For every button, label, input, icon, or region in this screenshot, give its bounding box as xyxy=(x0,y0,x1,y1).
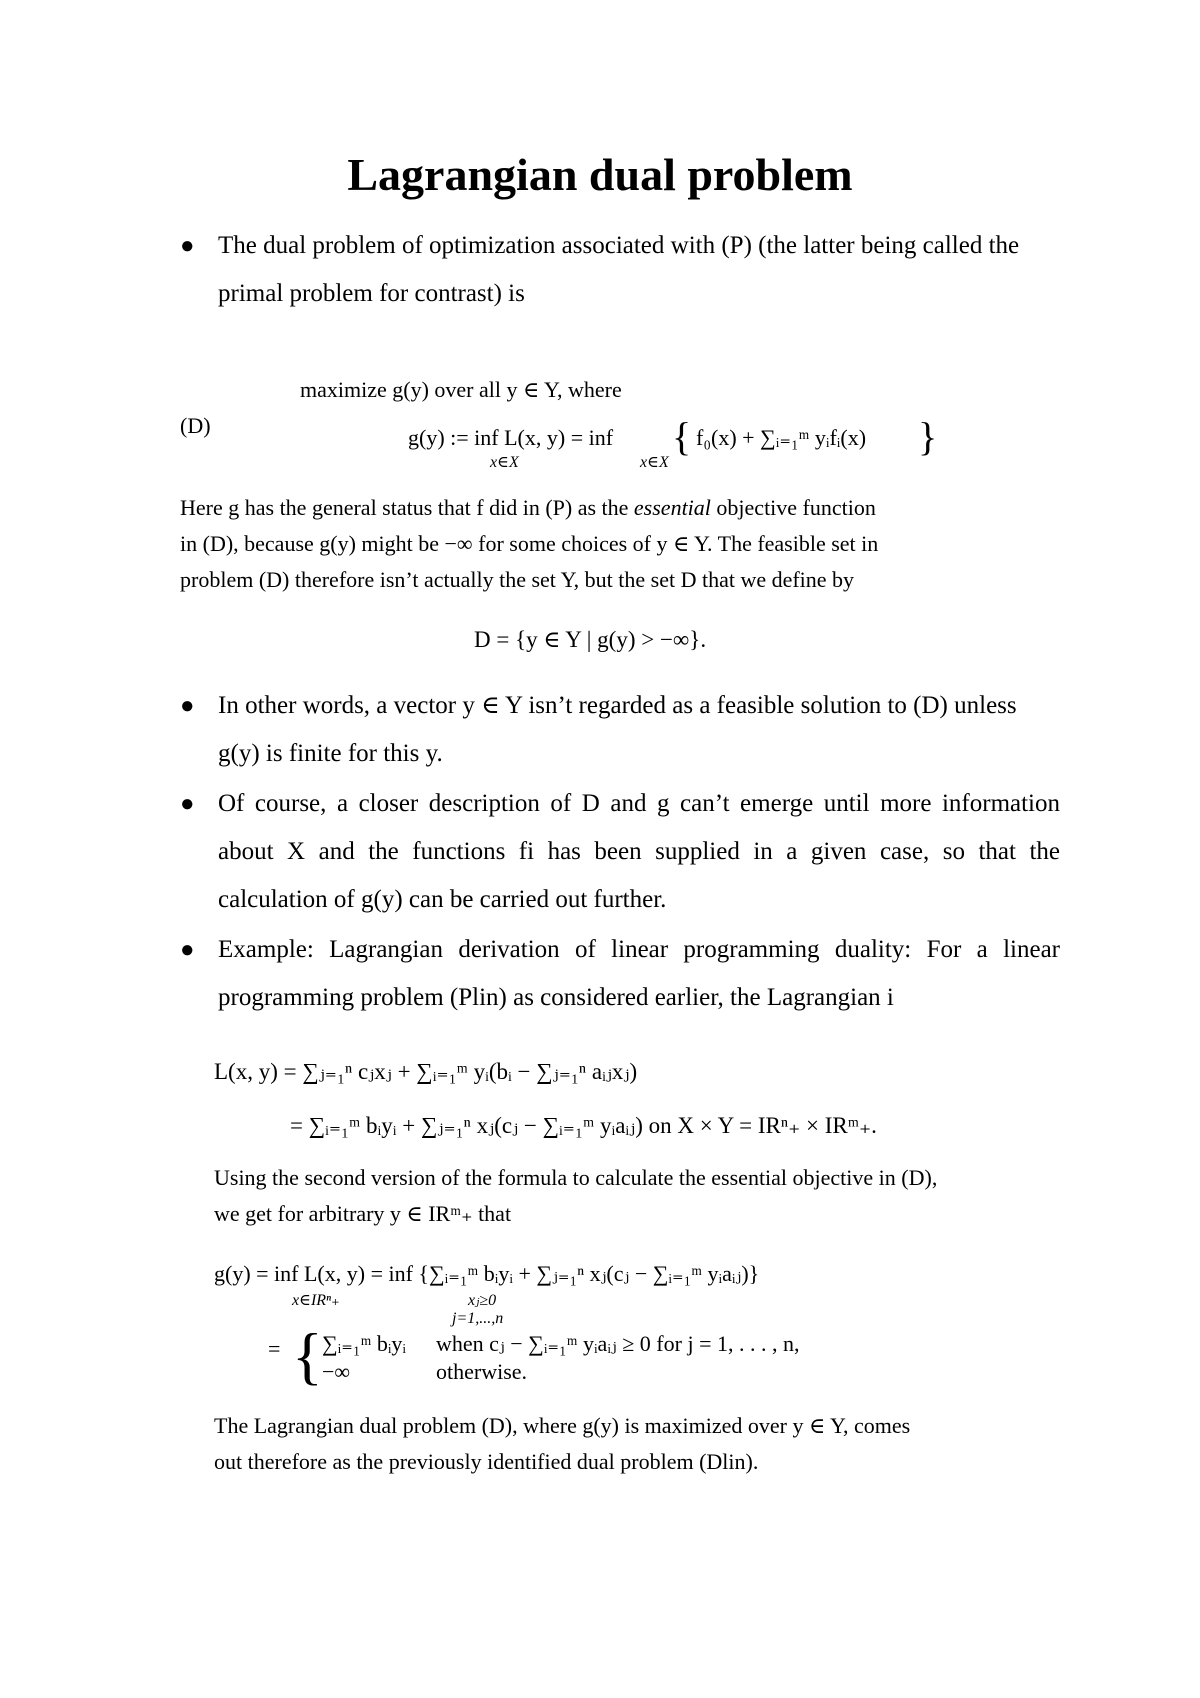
bullet-item xyxy=(180,926,1060,1026)
bullet-text: Of course, a closer description of D and g can’t emerge until more information about X and the functions fi has been supplied in a given case, so that the calculation of g(y) can be carried out further. xyxy=(218,790,1060,913)
dual-para-line-2: in (D), because g(y) might be −∞ for some choices of y ∈ Y. The feasible set in xyxy=(180,531,879,556)
bullet-icon: ● xyxy=(180,791,195,817)
page-title: Lagrangian dual problem xyxy=(347,149,853,200)
bullet-icon: ● xyxy=(180,937,195,963)
para-emphasis: essential xyxy=(633,495,711,520)
para-text: objective function xyxy=(716,495,876,520)
lp-text-line-1: Using the second version of the formula to calculate the essential objective in (D), xyxy=(214,1165,938,1190)
bullet-text: In other words, a vector y ∈ Y isn’t regarded as a feasible solution to (D) unless g(y) is finite for this y. xyxy=(218,692,1017,767)
case-2-expression: −∞ xyxy=(322,1359,351,1384)
bullet-icon: ● xyxy=(180,233,195,259)
para-text: Here g has the general status that f did in (P) as the xyxy=(180,495,629,520)
inf-subscript: j=1,...,n xyxy=(452,1310,504,1327)
right-brace-icon: } xyxy=(918,414,938,459)
inf-subscript: xⱼ≥0 xyxy=(468,1292,497,1309)
inf-subscript: x∈X xyxy=(490,454,519,471)
bullet-text: The dual problem of optimization associated with (P) (the latter being called the primal problem for contrast) is xyxy=(218,232,1020,307)
dual-line-1: maximize g(y) over all y ∈ Y, where xyxy=(300,377,622,402)
dual-para-line-3: problem (D) therefore isn’t actually the set Y, but the set D that we define by xyxy=(180,567,855,592)
left-brace-icon: { xyxy=(672,414,692,459)
bullet-item xyxy=(180,222,1060,322)
inf-subscript: x∈IRⁿ₊ xyxy=(292,1292,340,1309)
lp-final-line-1: The Lagrangian dual problem (D), where g(y) is maximized over y ∈ Y, comes xyxy=(214,1413,911,1438)
lp-final-line-2: out therefore as the previously identified dual problem (Dlin). xyxy=(214,1449,759,1474)
equals-sign: = xyxy=(268,1336,281,1361)
dual-label: (D) xyxy=(180,413,211,438)
lagrangian-line-1: L(x, y) = ∑ⱼ₌₁ⁿ cⱼxⱼ + ∑ᵢ₌₁ᵐ yᵢ(bᵢ − ∑ⱼ₌₁ⁿ aᵢⱼxⱼ) xyxy=(214,1059,638,1084)
lagrangian-line-2: = ∑ᵢ₌₁ᵐ bᵢyᵢ + ∑ⱼ₌₁ⁿ xⱼ(cⱼ − ∑ᵢ₌₁ᵐ yᵢaᵢⱼ) on X × Y = IRⁿ₊ × IRᵐ₊. xyxy=(290,1113,877,1138)
g-line-1: g(y) = inf L(x, y) = inf {∑ᵢ₌₁ᵐ bᵢyᵢ + ∑ⱼ₌₁ⁿ xⱼ(cⱼ − ∑ᵢ₌₁ᵐ yᵢaᵢⱼ)} xyxy=(214,1261,760,1286)
set-definition: D = {y ∈ Y | g(y) > −∞}. xyxy=(474,627,707,652)
inf-subscript: x∈X xyxy=(640,454,669,471)
cases-brace-icon: { xyxy=(292,1320,323,1391)
bullet-text: Example: Lagrangian derivation of linear programming duality: For a linear programming problem (Plin) as considered earlier, the Lagrangian i xyxy=(218,936,1060,1011)
case-2-condition: otherwise. xyxy=(436,1359,528,1384)
case-1-expression: ∑ᵢ₌₁ᵐ bᵢyᵢ xyxy=(322,1331,407,1356)
dual-para-line-1 xyxy=(180,490,1060,526)
bullet-item xyxy=(180,780,1060,928)
case-1-condition: when cⱼ − ∑ᵢ₌₁ᵐ yᵢaᵢⱼ ≥ 0 for j = 1, . . . , n, xyxy=(436,1331,800,1356)
bullet-item xyxy=(180,682,1060,782)
lp-text-line-2: we get for arbitrary y ∈ IRᵐ₊ that xyxy=(214,1201,512,1226)
bullet-icon: ● xyxy=(180,693,195,719)
dual-line-2-lhs: g(y) := inf L(x, y) = inf xyxy=(408,425,614,450)
dual-line-2-rhs: f₀(x) + ∑ᵢ₌₁ᵐ yᵢfᵢ(x) xyxy=(696,425,867,450)
